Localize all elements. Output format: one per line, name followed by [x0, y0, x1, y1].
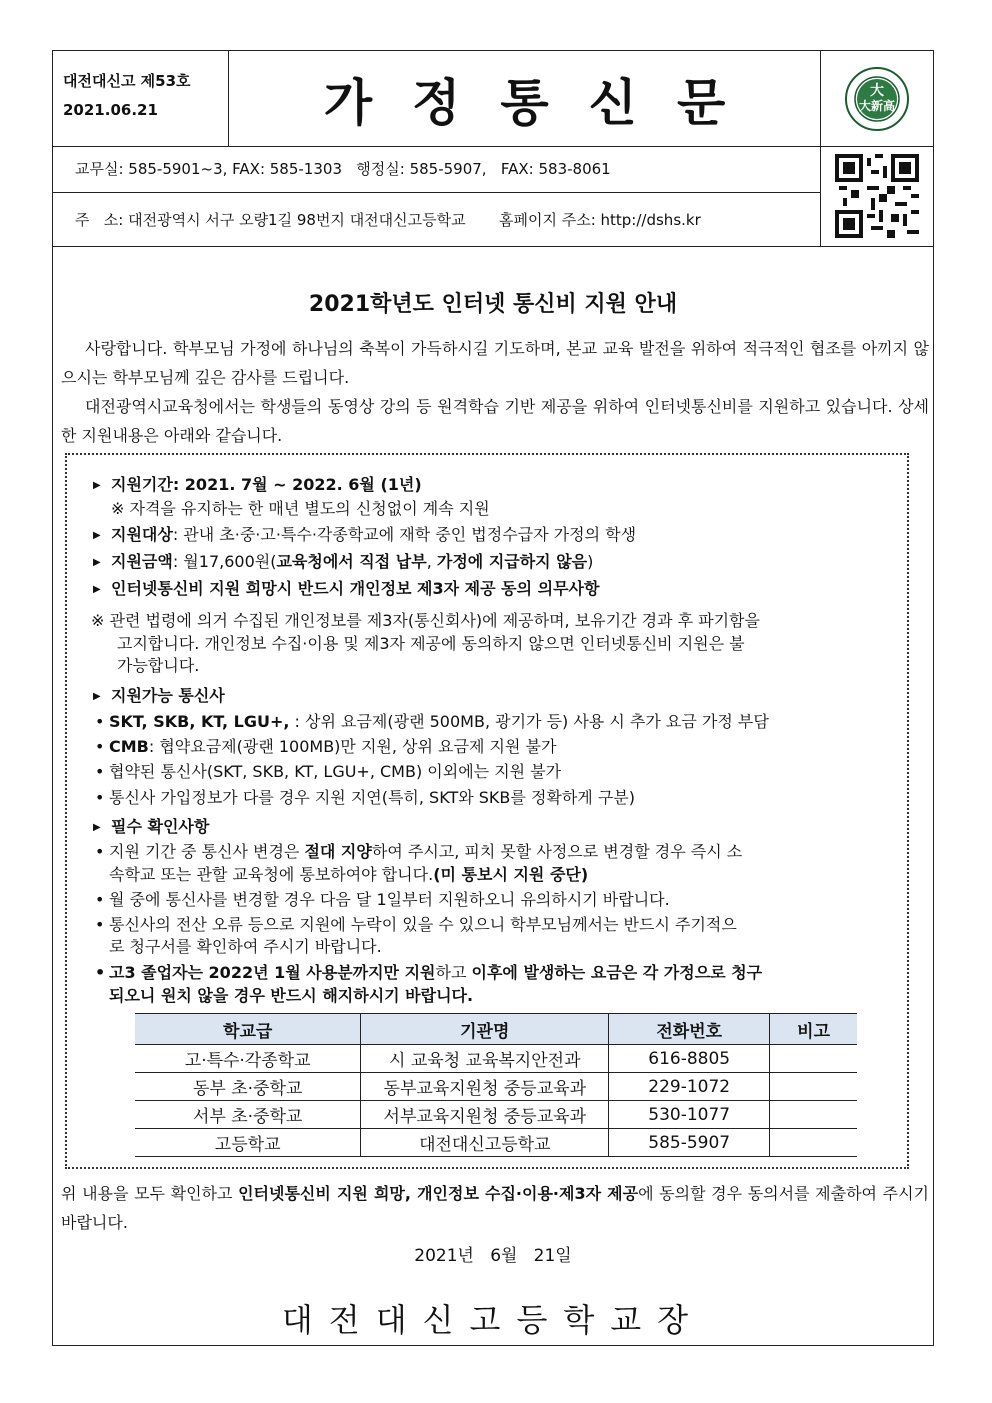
cell-agency: 대전대신고등학교 — [361, 1129, 609, 1157]
cell-phone: 585-5907 — [609, 1129, 770, 1157]
carrier-3: • 협약된 통신사(SKT, SKB, KT, LGU+, CMB) 이외에는 지원 불가 — [95, 760, 561, 784]
col-note: 비고 — [770, 1014, 857, 1045]
dot-bullet-icon: • — [95, 762, 105, 781]
cell-note — [770, 1045, 857, 1073]
logo-text: 大新高 — [858, 98, 896, 113]
qr-code[interactable] — [821, 146, 933, 246]
item-amount: ▶ 지원금액: 월17,600원(교육청에서 직접 납부, 가정에 지급하지 않음) — [93, 550, 593, 575]
item-target: ▶ 지원대상: 관내 초·중·고·특수·각종학교에 재학 중인 법정수급자 가정의 학생 — [93, 523, 636, 548]
address-line: 주 소: 대전광역시 서구 오량1길 98번지 대전대신고등학교 홈페이지 주소: http://dshs.kr — [53, 193, 821, 246]
item-period: ▶ 지원기간: 2021. 7월 ~ 2022. 6월 (1년) — [93, 473, 422, 498]
carrier-1: • SKT, SKB, KT, LGU+, : 상위 요금제(광랜 500MB, 광기가 등) 사용 시 추가 요금 가정 부담 — [95, 710, 769, 734]
dot-bullet-icon: • — [95, 963, 106, 982]
table-row — [135, 1101, 857, 1129]
dot-bullet-icon: • — [95, 842, 105, 861]
cell-phone: 229-1072 — [609, 1073, 770, 1101]
check-1-cont: 속학교 또는 관할 교육청에 통보하여야 합니다.(미 통보시 지원 중단) — [109, 865, 589, 884]
consent-note-3: 가능합니다. — [117, 656, 200, 675]
triangle-bullet-icon: ▶ — [93, 530, 101, 541]
check-1: • 지원 기간 중 통신사 변경은 절대 지양하여 주시고, 피치 못할 사정으로 변경할 경우 즉시 소 — [95, 840, 742, 864]
intro-paragraph-2: 대전광역시교육청에서는 학생들의 동영상 강의 등 원격학습 기반 제공을 위하여 인터넷통신비를 지원하고 있습니다. 상세한 지원내용은 아래와 같습니다. — [61, 397, 929, 445]
table-header-row — [135, 1014, 857, 1045]
check-4-cont: 되오니 원치 않을 경우 반드시 해지하시기 바랍니다. — [109, 986, 474, 1005]
cell-note — [770, 1129, 857, 1157]
col-agency: 기관명 — [361, 1014, 609, 1045]
document-title: 2021학년도 인터넷 통신비 지원 안내 — [308, 292, 678, 317]
carrier-2: • CMB: 협약요금제(광랜 100MB)만 지원, 상위 요금제 지원 불가 — [95, 735, 556, 759]
table-row — [135, 1073, 857, 1101]
school-logo — [821, 51, 933, 146]
intro-paragraph-1: 사랑합니다. 학부모님 가정에 하나님의 축복이 가득하시길 기도하며, 본교 교육 발전을 위하여 적극적인 협조를 아끼지 않으시는 학부모님께 깊은 감사를 드립니다. — [61, 339, 929, 387]
item-period-note: ※ 자격을 유지하는 한 매년 별도의 신청없이 계속 지원 — [111, 499, 490, 518]
cell-school-level: 동부 초·중학교 — [135, 1073, 361, 1101]
check-3-cont: 로 청구서를 확인하여 주시기 바랍니다. — [109, 937, 382, 956]
document-frame — [52, 50, 934, 1346]
issue-number: 대전대신고 제53호 — [63, 72, 191, 90]
contacts-table — [135, 1013, 857, 1157]
school-emblem-icon — [844, 66, 910, 132]
phone-line: 교무실: 585-5901~3, FAX: 585-1303 행정실: 585-5907, FAX: 583-8061 — [53, 146, 821, 193]
cell-phone: 530-1077 — [609, 1101, 770, 1129]
dot-bullet-icon: • — [95, 788, 105, 807]
cell-phone: 616-8805 — [609, 1045, 770, 1073]
cell-note — [770, 1101, 857, 1129]
intro-text — [61, 334, 929, 450]
check-2: • 월 중에 통신사를 변경할 경우 다음 달 1일부터 지원하오니 유의하시기 바랍니다. — [95, 888, 670, 912]
page-title: 가정통신문 — [229, 51, 821, 146]
header-divider — [53, 246, 933, 247]
triangle-bullet-icon: ▶ — [93, 822, 101, 833]
cell-school-level: 고등학교 — [135, 1129, 361, 1157]
outro-text: 위 내용을 모두 확인하고 인터넷통신비 지원 희망, 개인정보 수집·이용·제3자 제공에 동의할 경우 동의서를 제출하여 주시기 바랍니다. — [61, 1184, 929, 1232]
col-school-level: 학교급 — [135, 1014, 361, 1045]
cell-school-level: 고·특수·각종학교 — [135, 1045, 361, 1073]
cell-agency: 서부교육지원청 중등교육과 — [361, 1101, 609, 1129]
check-3: • 통신사의 전산 오류 등으로 지원에 누락이 있을 수 있으니 학부모님께서는 반드시 주기적으 — [95, 913, 737, 937]
triangle-bullet-icon: ▶ — [93, 584, 101, 595]
issue-date-line: 2021년 6월 21일 — [414, 1246, 572, 1266]
triangle-bullet-icon: ▶ — [93, 557, 101, 568]
dot-bullet-icon: • — [95, 890, 105, 909]
issue-date: 2021.06.21 — [63, 101, 158, 119]
header — [53, 51, 933, 147]
item-check: ▶ 필수 확인사항 — [93, 815, 209, 840]
triangle-bullet-icon: ▶ — [93, 480, 101, 491]
triangle-bullet-icon: ▶ — [93, 691, 101, 702]
signature: 대전대신고등학교장 — [281, 1301, 705, 1339]
svg-text:大: 大 — [870, 82, 884, 99]
dot-bullet-icon: • — [95, 915, 105, 934]
table-row — [135, 1045, 857, 1073]
check-4: • 고3 졸업자는 2022년 1월 사용분까지만 지원하고 이후에 발생하는 요금은 각 가정으로 청구 — [95, 961, 762, 985]
cell-agency: 동부교육지원청 중등교육과 — [361, 1073, 609, 1101]
carrier-4: • 통신사 가입정보가 다를 경우 지원 지연(특히, SKT와 SKB를 정확하게 구분) — [95, 786, 635, 810]
dot-bullet-icon: • — [95, 737, 105, 756]
dot-bullet-icon: • — [95, 712, 105, 731]
table-row — [135, 1129, 857, 1157]
details-box — [65, 453, 909, 1169]
qr-code-icon — [835, 154, 919, 238]
cell-school-level: 서부 초·중학교 — [135, 1101, 361, 1129]
item-carriers: ▶ 지원가능 통신사 — [93, 684, 225, 709]
cell-agency: 시 교육청 교육복지안전과 — [361, 1045, 609, 1073]
item-consent: ▶ 인터넷통신비 지원 희망시 반드시 개인정보 제3자 제공 동의 의무사항 — [93, 577, 599, 602]
consent-note-2: 고지합니다. 개인정보 수집·이용 및 제3자 제공에 동의하지 않으면 인터넷통신비 지원은 불 — [117, 634, 745, 653]
issue-box — [53, 51, 229, 146]
consent-note-1: ※ 관련 법령에 의거 수집된 개인정보를 제3자(통신회사)에 제공하며, 보유기간 경과 후 파기함을 — [91, 611, 760, 630]
col-phone: 전화번호 — [609, 1014, 770, 1045]
cell-note — [770, 1073, 857, 1101]
